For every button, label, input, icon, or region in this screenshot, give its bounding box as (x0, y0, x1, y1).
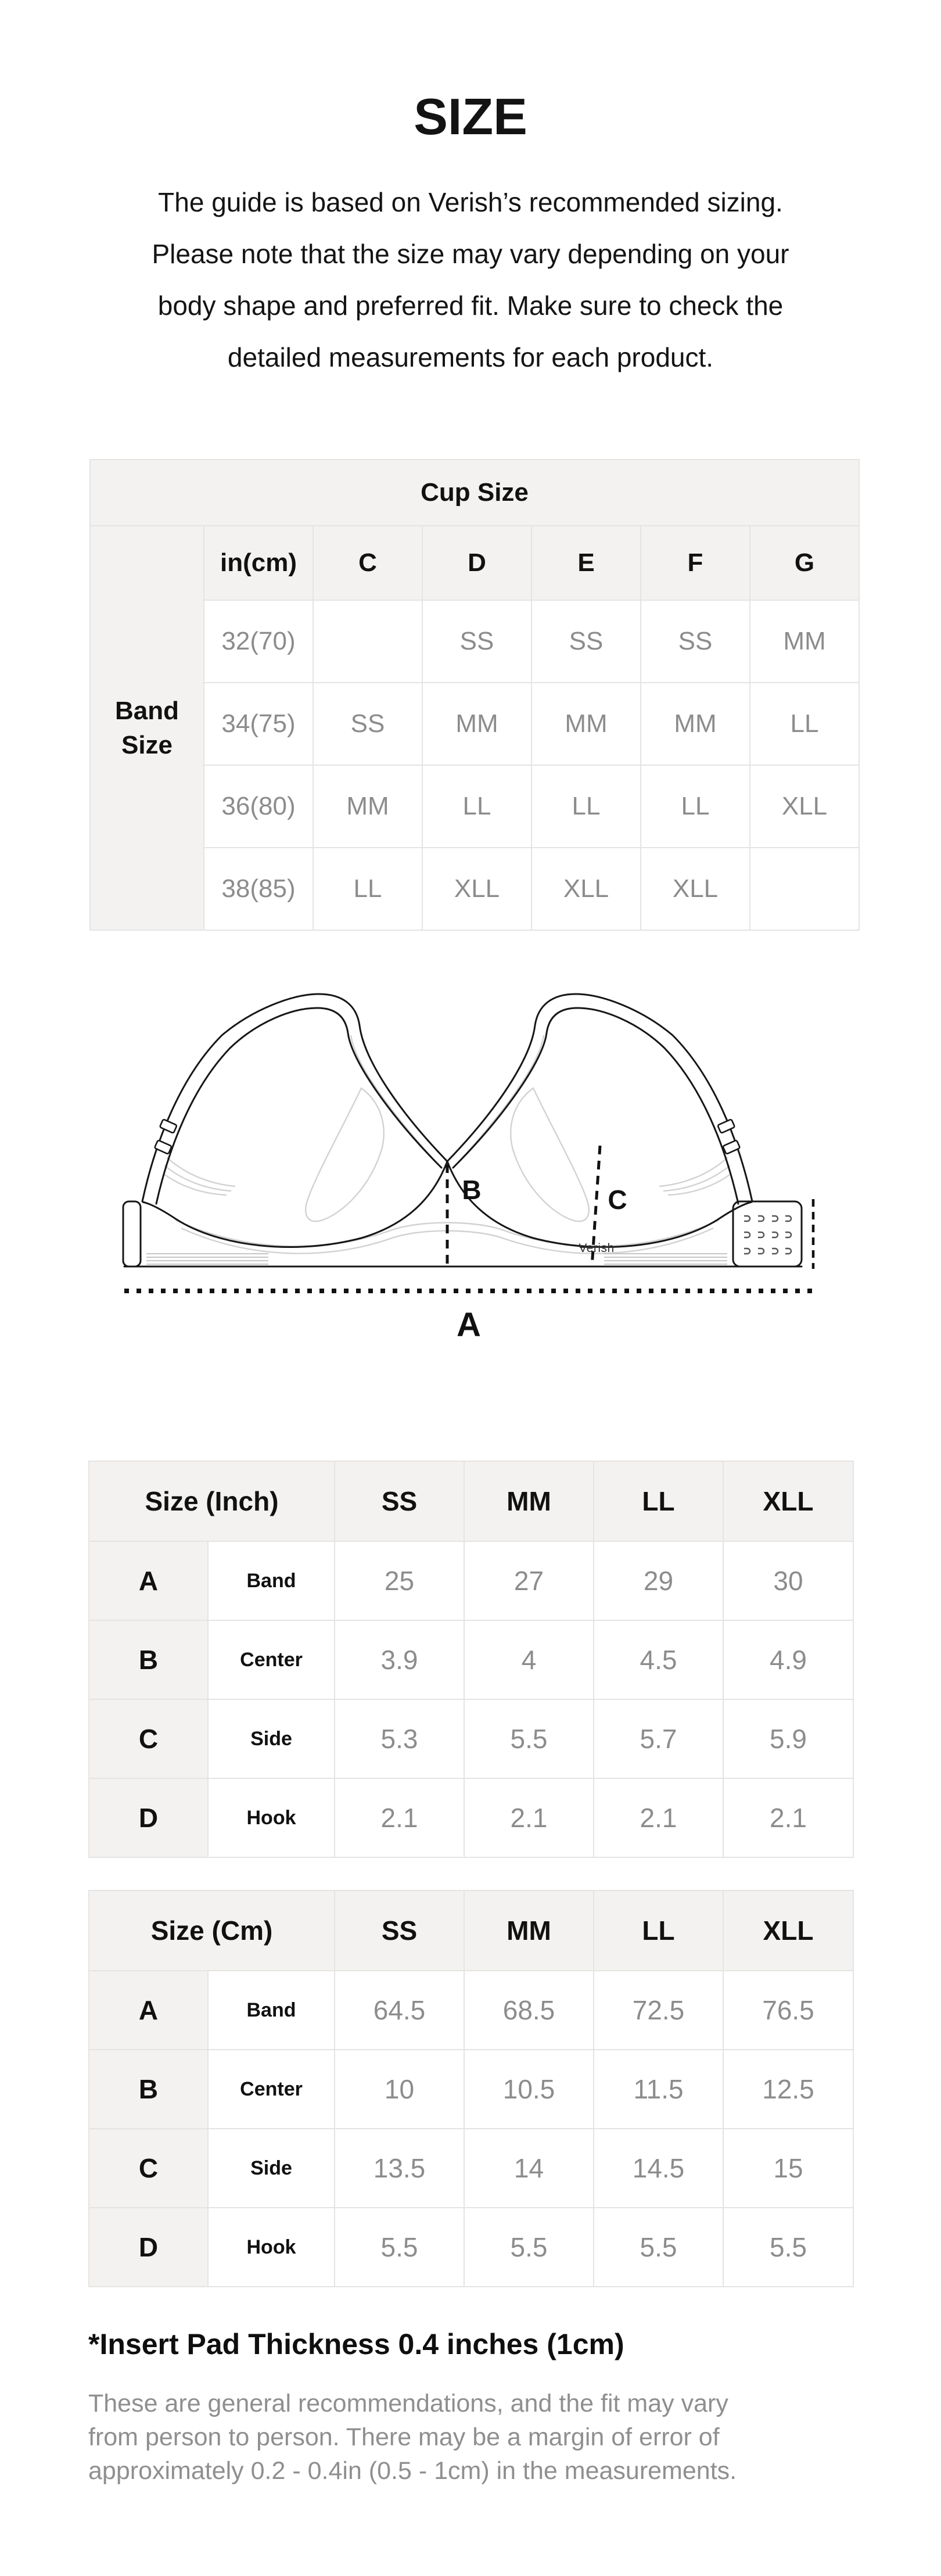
size-value-cell: 27 (464, 1541, 594, 1620)
size-value-cell: 2.1 (335, 1778, 464, 1857)
cup-value-cell: LL (313, 848, 422, 930)
cup-value-cell: LL (641, 765, 750, 848)
cup-value-cell: XLL (641, 848, 750, 930)
unit-header-cell: in(cm) (204, 526, 313, 600)
brand-logo-text: Verish (579, 1242, 615, 1255)
row-label: Band (208, 1971, 335, 2050)
cup-col-header-c: C (313, 526, 422, 600)
size-value-cell: 76.5 (723, 1971, 853, 2050)
bra-outline (123, 994, 802, 1267)
size-value-cell: 10.5 (464, 2050, 594, 2129)
intro-text (87, 177, 854, 383)
row-label: Hook (208, 1778, 335, 1857)
size-value-cell: 10 (335, 2050, 464, 2129)
row-key: D (89, 1778, 208, 1857)
size-col-header-mm: MM (464, 1890, 594, 1971)
cm-row-c (89, 2129, 853, 2208)
band-left-end (123, 1201, 141, 1267)
size-value-cell: 25 (335, 1541, 464, 1620)
cup-value-cell: LL (422, 765, 531, 848)
size-value-cell: 5.5 (464, 1699, 594, 1778)
measurement-lines (124, 1146, 813, 1291)
cup-value-cell (750, 848, 859, 930)
label-a: A (457, 1306, 481, 1344)
cup-col-header-e: E (531, 526, 641, 600)
size-value-cell: 14.5 (594, 2129, 723, 2208)
band-row-label: 34(75) (204, 683, 313, 765)
disclaimer-line-3: approximately 0.2 - 0.4in (0.5 - 1cm) in the measurements. (88, 2457, 737, 2485)
size-value-cell: 5.5 (723, 2208, 853, 2287)
size-col-header-ss: SS (335, 1461, 464, 1541)
fit-disclaimer (88, 2387, 861, 2488)
cup-value-cell: LL (750, 683, 859, 765)
cm-row-b (89, 2050, 853, 2129)
size-value-cell: 5.5 (335, 2208, 464, 2287)
inch-table-title: Size (Inch) (89, 1461, 335, 1541)
cup-size-table (89, 459, 860, 931)
cup-value-cell: XLL (422, 848, 531, 930)
inch-row-b (89, 1620, 853, 1699)
band-size-corner-cell (90, 526, 204, 930)
cup-value-cell: SS (531, 600, 641, 683)
cup-value-cell: SS (313, 683, 422, 765)
size-value-cell: 12.5 (723, 2050, 853, 2129)
cup-value-cell: LL (531, 765, 641, 848)
cm-row-d (89, 2208, 853, 2287)
intro-line-1: The guide is based on Verish’s recommended sizing. (158, 187, 783, 217)
intro-line-2: Please note that the size may vary depending on your (152, 239, 789, 269)
row-label: Band (208, 1541, 335, 1620)
row-key: D (89, 2208, 208, 2287)
size-value-cell: 5.5 (464, 2208, 594, 2287)
size-col-header-mm: MM (464, 1461, 594, 1541)
row-label: Side (208, 1699, 335, 1778)
size-value-cell: 3.9 (335, 1620, 464, 1699)
label-b: B (462, 1175, 482, 1205)
row-key: A (89, 1541, 208, 1620)
brand-logo (579, 1242, 614, 1255)
strap-adjusters (155, 1119, 740, 1154)
size-value-cell: 30 (723, 1541, 853, 1620)
cup-value-cell (313, 600, 422, 683)
band-row-label: 38(85) (204, 848, 313, 930)
page-title: SIZE (414, 88, 527, 145)
row-key: C (89, 1699, 208, 1778)
row-key: B (89, 2050, 208, 2129)
cup-col-header-g: G (750, 526, 859, 600)
disclaimer-line-1: These are general recommendations, and the fit may vary (88, 2390, 728, 2417)
size-value-cell: 13.5 (335, 2129, 464, 2208)
row-key: B (89, 1620, 208, 1699)
size-value-cell: 2.1 (723, 1778, 853, 1857)
cup-table-row (90, 600, 859, 683)
size-value-cell: 15 (723, 2129, 853, 2208)
cup-value-cell: XLL (531, 848, 641, 930)
row-label: Hook (208, 2208, 335, 2287)
intro-line-4: detailed measurements for each product. (227, 342, 714, 372)
size-col-header-ll: LL (594, 1890, 723, 1971)
intro-line-3: body shape and preferred fit. Make sure to check the (157, 290, 784, 321)
cup-value-cell: XLL (750, 765, 859, 848)
size-value-cell: 29 (594, 1541, 723, 1620)
cup-table-title: Cup Size (90, 460, 859, 526)
cm-table-title: Size (Cm) (89, 1890, 335, 1971)
size-value-cell: 5.5 (594, 2208, 723, 2287)
strap-adjuster-icon (723, 1140, 740, 1154)
band-row-label: 32(70) (204, 600, 313, 683)
disclaimer-line-2: from person to person. There may be a margin of error of (88, 2423, 720, 2451)
cup-col-header-f: F (641, 526, 750, 600)
cup-value-cell: SS (422, 600, 531, 683)
insert-pad-note: *Insert Pad Thickness 0.4 inches (1cm) (88, 2328, 624, 2360)
size-inch-table (88, 1461, 854, 1858)
row-key: C (89, 2129, 208, 2208)
strap-adjuster-icon (155, 1140, 172, 1154)
row-label: Center (208, 1620, 335, 1699)
cup-value-cell: MM (531, 683, 641, 765)
size-value-cell: 2.1 (464, 1778, 594, 1857)
size-value-cell: 11.5 (594, 2050, 723, 2129)
inch-row-d (89, 1778, 853, 1857)
size-value-cell: 5.9 (723, 1699, 853, 1778)
size-value-cell: 4.9 (723, 1620, 853, 1699)
cup-table-row (90, 683, 859, 765)
cup-value-cell: MM (313, 765, 422, 848)
size-value-cell: 4 (464, 1620, 594, 1699)
cm-row-a (89, 1971, 853, 2050)
size-value-cell: 5.7 (594, 1699, 723, 1778)
cup-table-row (90, 848, 859, 930)
size-value-cell: 68.5 (464, 1971, 594, 2050)
band-row-label: 36(80) (204, 765, 313, 848)
cup-value-cell: MM (422, 683, 531, 765)
row-label: Center (208, 2050, 335, 2129)
size-value-cell: 64.5 (335, 1971, 464, 2050)
cup-table-row (90, 765, 859, 848)
inch-row-a (89, 1541, 853, 1620)
size-value-cell: 5.3 (335, 1699, 464, 1778)
hook-grid-icon (744, 1216, 791, 1254)
cup-col-header-d: D (422, 526, 531, 600)
bra-measurement-diagram (0, 976, 941, 1371)
size-value-cell: 4.5 (594, 1620, 723, 1699)
size-col-header-xll: XLL (723, 1890, 853, 1971)
cup-value-cell: MM (641, 683, 750, 765)
cup-value-cell: MM (750, 600, 859, 683)
size-value-cell: 72.5 (594, 1971, 723, 2050)
size-value-cell: 14 (464, 2129, 594, 2208)
size-col-header-xll: XLL (723, 1461, 853, 1541)
cup-seam-details (163, 1035, 731, 1254)
size-cm-table (88, 1890, 854, 2287)
row-key: A (89, 1971, 208, 2050)
cup-value-cell: SS (641, 600, 750, 683)
label-c: C (608, 1185, 627, 1215)
inch-row-c (89, 1699, 853, 1778)
size-col-header-ll: LL (594, 1461, 723, 1541)
band-size-label: Band Size (115, 696, 179, 759)
row-label: Side (208, 2129, 335, 2208)
size-col-header-ss: SS (335, 1890, 464, 1971)
size-value-cell: 2.1 (594, 1778, 723, 1857)
band-stitch-stripes (146, 1254, 727, 1264)
